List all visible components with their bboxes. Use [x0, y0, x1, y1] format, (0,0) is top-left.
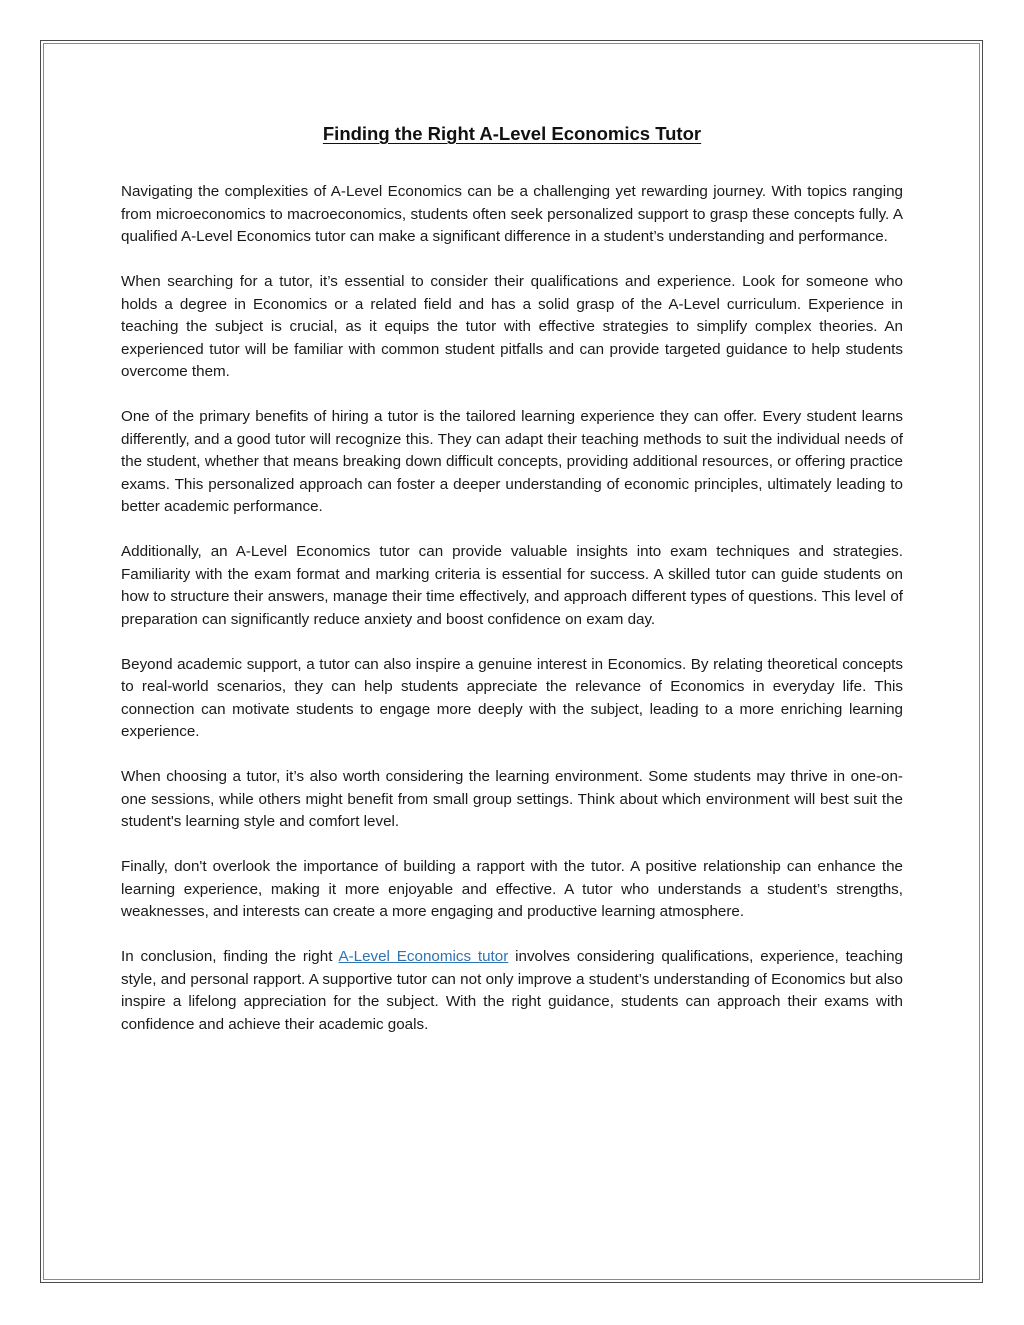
conclusion-text-after-link: involves considering qualifications, experience, teaching style, and personal rapport. A supportive tutor can not only improve a student’s understanding of Economics but also inspire a lifelong appreciation for the subject. With the right guidance, students can approach their exams with confidence and achieve their academic goals. [121, 948, 903, 1033]
document-title: Finding the Right A-Level Economics Tutor [322, 123, 702, 144]
paragraph-tailored-learning: One of the primary benefits of hiring a tutor is the tailored learning experience they can offer. Every student learns differently, and a good tutor will recognize this. They can adapt their teaching methods to suit the individual needs of the student, whether that means breaking down difficult concepts, providing additional resources, or offering practice exams. This personalized approach can foster a deeper understanding of economic principles, ultimately leading to better academic performance. [121, 408, 903, 515]
paragraph-inspire-interest: Beyond academic support, a tutor can also inspire a genuine interest in Economics. By relating theoretical concepts to real-world scenarios, they can help students appreciate the relevance of Economics in everyday life. This connection can motivate students to engage more deeply with the subject, leading to a more enriching learning experience. [121, 655, 903, 740]
tutor-link[interactable]: A-Level Economics tutor [338, 948, 509, 965]
conclusion-text-before-link: In conclusion, finding the right [121, 948, 339, 965]
paragraph-rapport: Finally, don't overlook the importance of building a rapport with the tutor. A positive relationship can enhance the learning experience, making it more enjoyable and effective. A tutor who understands a student’s strengths, weaknesses, and interests can create a more engaging and productive learning atmosphere. [121, 858, 903, 920]
paragraph-intro: Navigating the complexities of A-Level Economics can be a challenging yet rewarding journey. With topics ranging from microeconomics to macroeconomics, students often seek personalized support to grasp these concepts fully. A qualified A-Level Economics tutor can make a significant difference in a student’s understanding and performance. [121, 183, 903, 245]
paragraph-conclusion [121, 946, 903, 1036]
paragraph-exam-techniques: Additionally, an A-Level Economics tutor can provide valuable insights into exam techniques and strategies. Familiarity with the exam format and marking criteria is essential for success. A skilled tutor can guide students on how to structure their answers, manage their time effectively, and approach different types of questions. This level of preparation can significantly reduce anxiety and boost confidence on exam day. [121, 543, 903, 628]
document-body [121, 120, 903, 1059]
paragraph-learning-environment: When choosing a tutor, it’s also worth considering the learning environment. Some students may thrive in one-on-one sessions, while others might benefit from small group settings. Think about which environment will best suit the student's learning style and comfort level. [121, 768, 903, 830]
paragraph-qualifications: When searching for a tutor, it’s essential to consider their qualifications and experience. Look for someone who holds a degree in Economics or a related field and has a solid grasp of the A-Level curriculum. Experience in teaching the subject is crucial, as it equips the tutor with effective strategies to simplify complex theories. An experienced tutor will be familiar with common student pitfalls and can provide targeted guidance to help students overcome them. [121, 273, 903, 380]
